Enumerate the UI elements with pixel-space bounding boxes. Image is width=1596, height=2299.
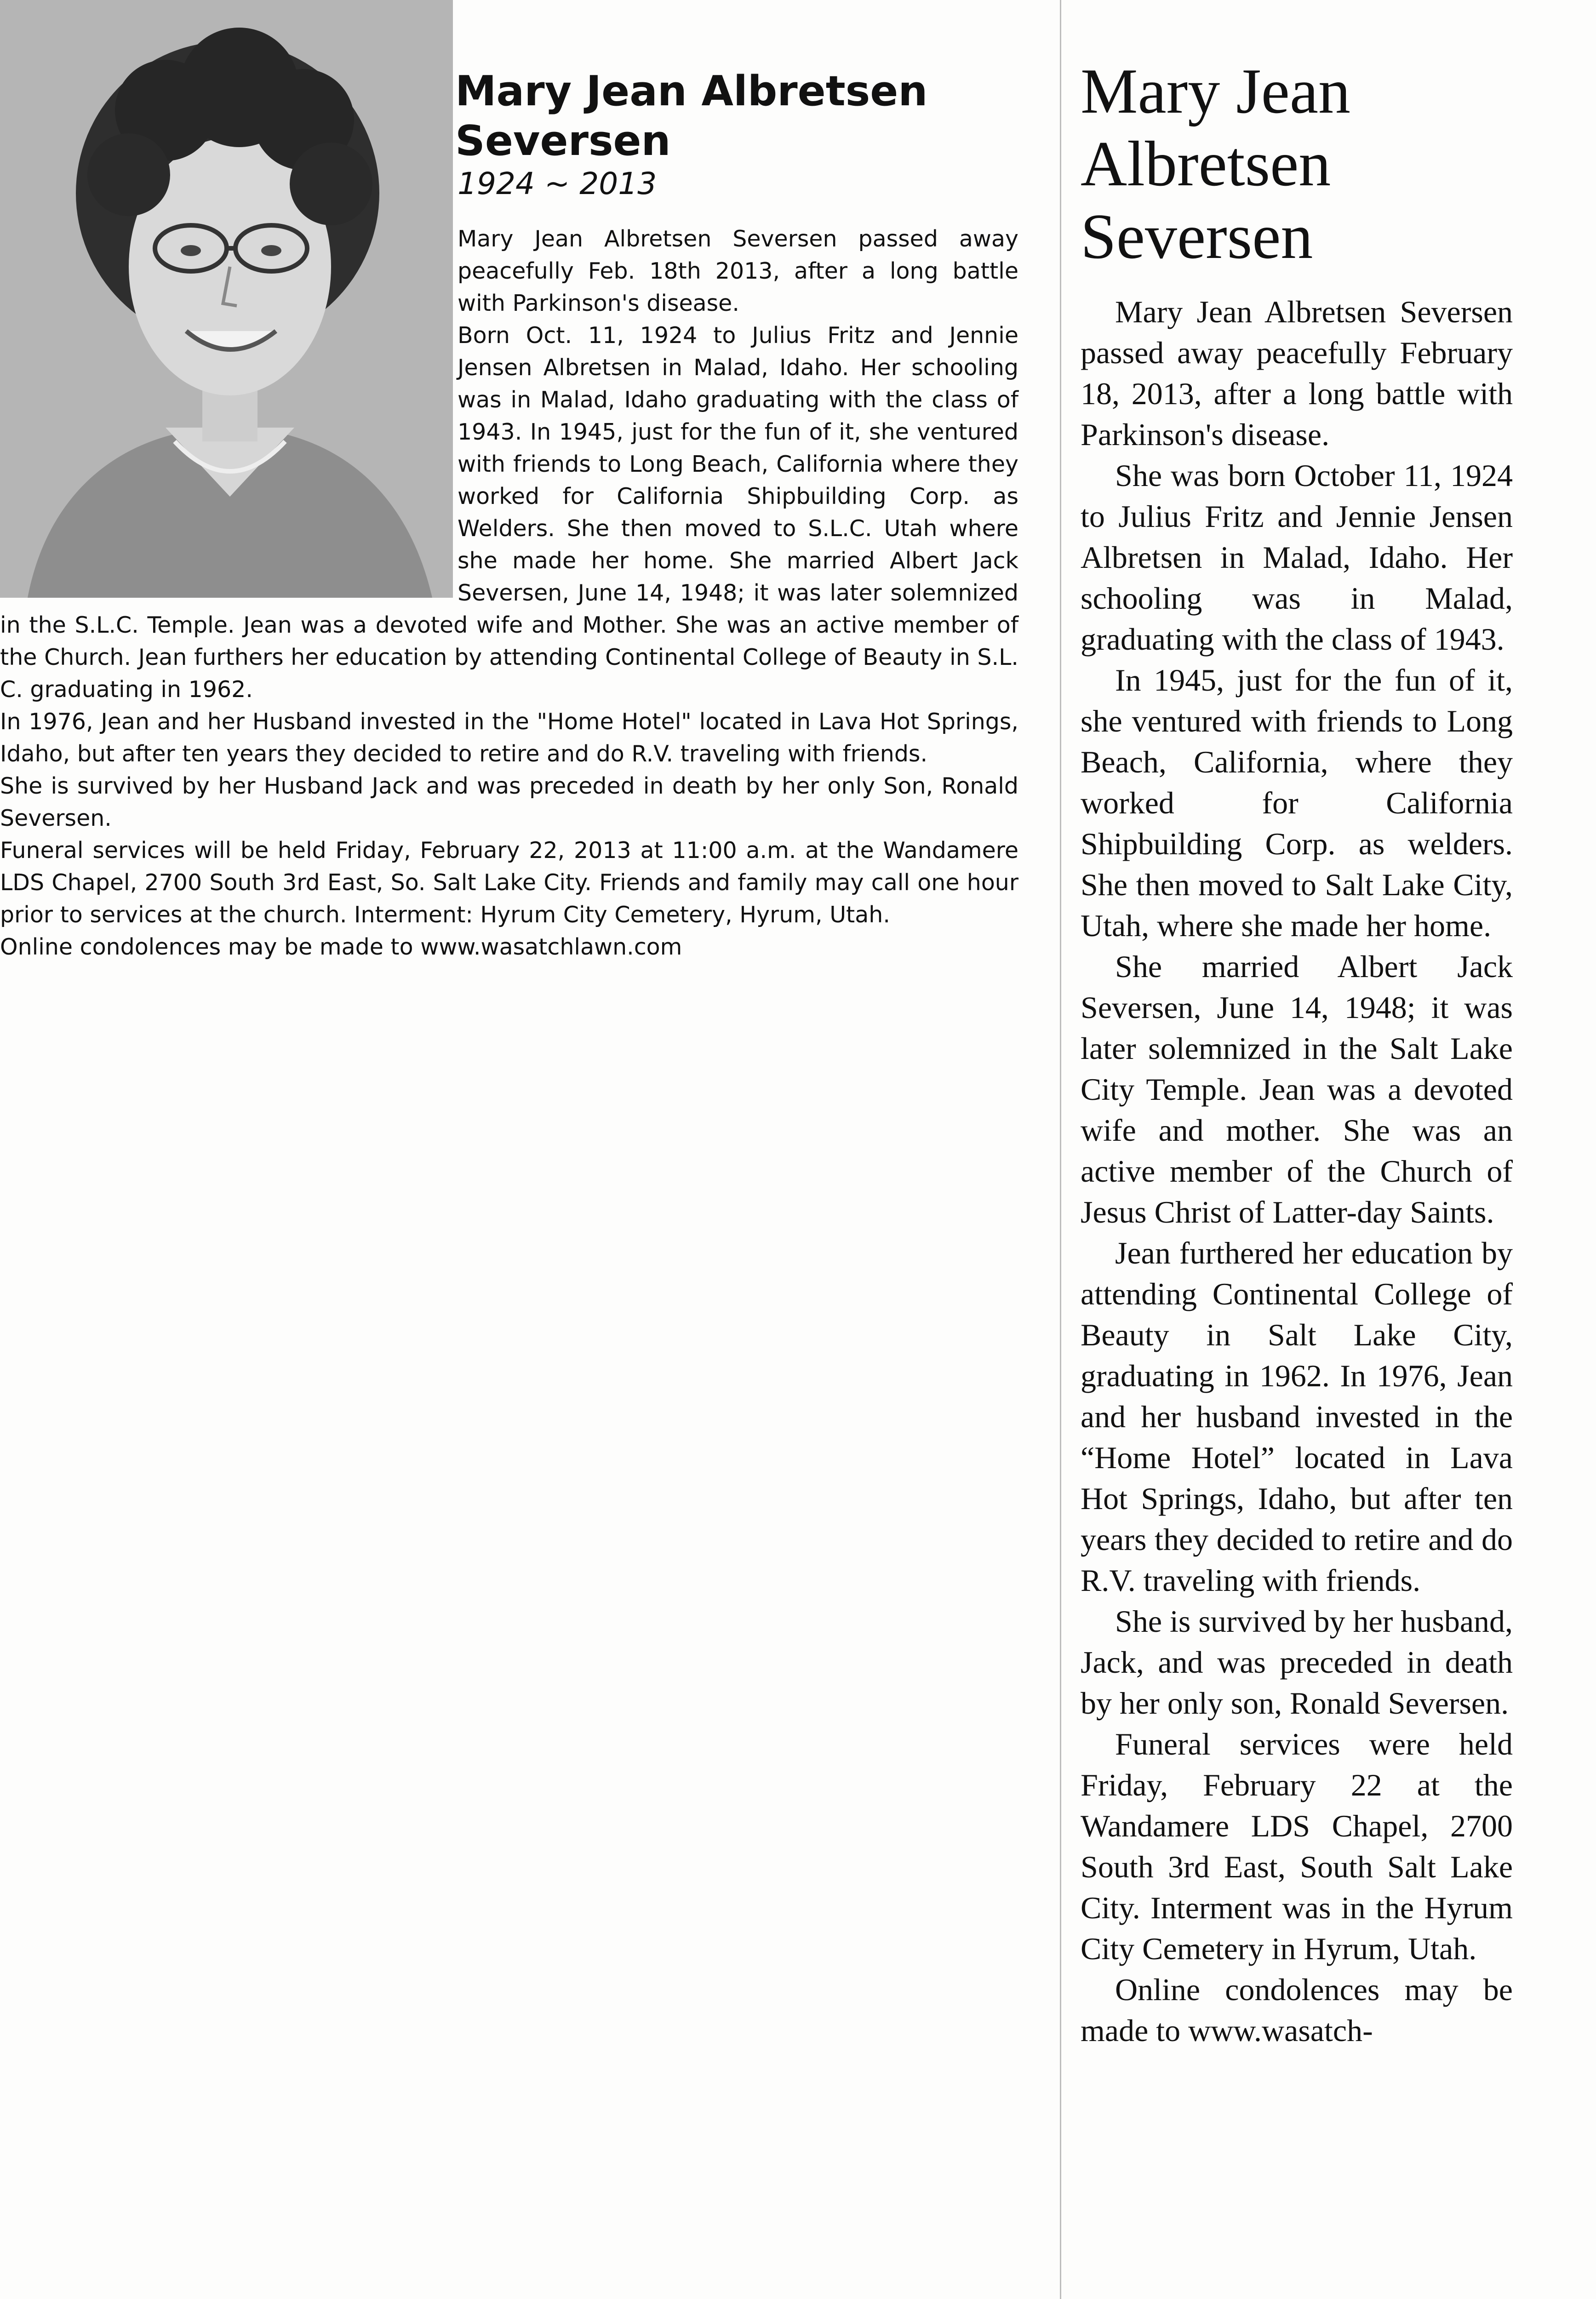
- left-paragraph: In 1976, Jean and her Husband invested in the "Home Hotel" located in Lava Hot Springs, Idaho, but after ten years they decided to retire and do R.V. traveling with friends.: [0, 709, 1018, 767]
- right-paragraph: Jean furthered her education by attending Continental College of Beauty in Salt Lake City, graduating in 1962. In 1976, Jean and her husband invested in the “Home Hotel” located in Lava Hot Springs, Idaho, but after ten years they decided to retire and do R.V. traveling with friends.: [1081, 1235, 1513, 1598]
- left-obituary: [0, 0, 1018, 1071]
- right-paragraph: Mary Jean Albretsen Seversen passed away peacefully February 18, 2013, after a long battle with Parkinson's disease.: [1081, 294, 1513, 452]
- right-paragraph: Funeral services were held Friday, February 22 at the Wandamere LDS Chapel, 2700 South 3rd East, South Salt Lake City. Interment was in the Hyrum City Cemetery in Hyrum, Utah.: [1081, 1727, 1513, 1966]
- left-obituary-body: [0, 223, 1018, 963]
- right-paragraph: Online condolences may be made to www.wasatch-: [1081, 1972, 1513, 2048]
- left-paragraph: Online condolences may be made to www.wasatchlawn.com: [0, 934, 682, 960]
- left-paragraph: Funeral services will be held Friday, February 22, 2013 at 11:00 a.m. at the Wandamere LDS Chapel, 2700 South 3rd East, So. Salt Lake City. Friends and family may call one hour prior to services at the church. Interment: Hyrum City Cemetery, Hyrum, Utah.: [0, 837, 1018, 928]
- right-obituary: [1081, 55, 1513, 2051]
- left-paragraph: Mary Jean Albretsen Seversen passed away peacefully Feb. 18th 2013, after a long battle with Parkinson's disease.: [458, 226, 1018, 316]
- right-paragraph: In 1945, just for the fun of it, she ventured with friends to Long Beach, California, where they worked for California Shipbuilding Corp. as welders. She then moved to Salt Lake City, Utah, where she made her home.: [1081, 663, 1513, 943]
- column-divider: [1060, 0, 1061, 2299]
- right-paragraph: She married Albert Jack Seversen, June 14, 1948; it was later solemnized in the Salt Lake City Temple. Jean was a devoted wife and mother. She was an active member of the Church of Jesus Christ of Latter-day Saints.: [1081, 949, 1513, 1230]
- photo-wrap-spacer: [0, 223, 458, 602]
- right-paragraph: She was born October 11, 1924 to Julius Fritz and Jennie Jensen Albretsen in Malad, Idaho. Her schooling was in Malad, graduating with the class of 1943.: [1081, 458, 1513, 657]
- right-paragraph: She is survived by her husband, Jack, and was preceded in death by her only son, Ronald Seversen.: [1081, 1604, 1513, 1721]
- left-paragraph: Born Oct. 11, 1924 to Julius Fritz and Jennie Jensen Albretsen in Malad, Idaho. Her schooling was in Malad, Idaho graduating with the class of 1943. In 1945, just for the fun of it, she ventured with friends to Long Beach, California where they worked for California Shipbuilding Corp. as Welders. She then moved to S.L.C. Utah where she made her home. She married Albert Jack Seversen, June 14, 1948; it was later solemnized in the S.L.C. Temple. Jean was a devoted wife and Mother. She was an active member of the Church. Jean furthers her education by attending Continental College of Beauty in S.L. C. graduating in 1962.: [0, 322, 1018, 703]
- left-paragraph: She is survived by her Husband Jack and was preceded in death by her only Son, Ronald Seversen.: [0, 773, 1018, 831]
- right-obituary-body: [1081, 292, 1513, 2051]
- right-obituary-title: Mary Jean Albretsen Seversen: [1081, 56, 1351, 272]
- left-obituary-years: 1924 ~ 2013: [458, 166, 657, 201]
- left-obituary-title: Mary Jean Albretsen Seversen: [455, 67, 928, 165]
